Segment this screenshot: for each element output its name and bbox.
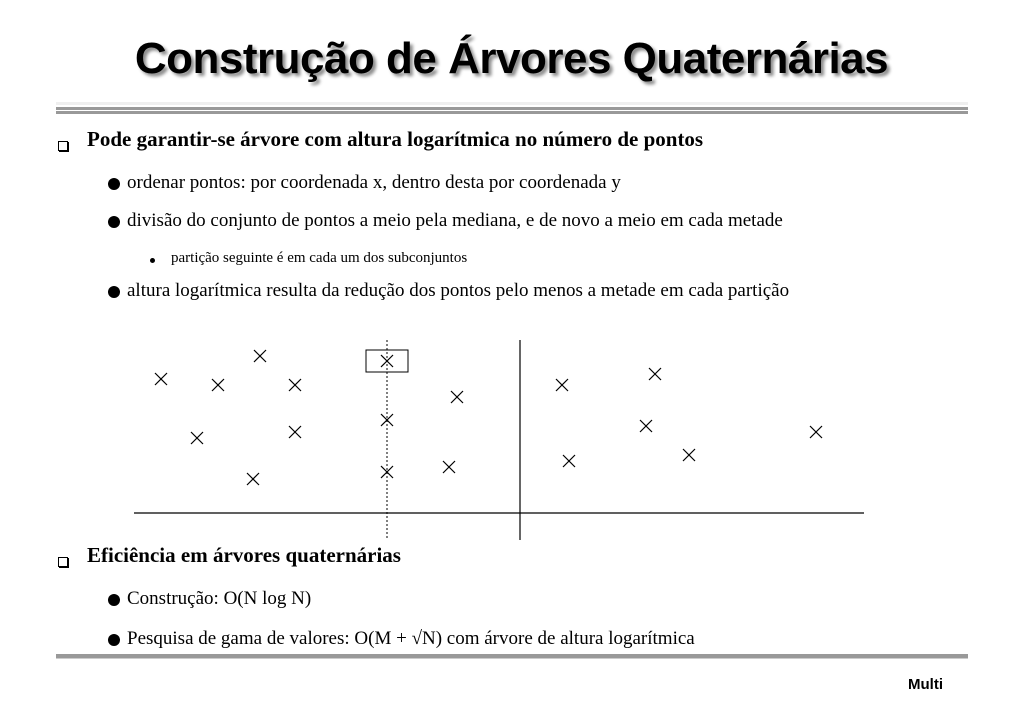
section1-bullet-2: divisão do conjunto de pontos a meio pela mediana, e de novo a meio em cada metade xyxy=(127,210,783,231)
section1-bullet-1: ordenar pontos: por coordenada x, dentro desta por coordenada y xyxy=(127,172,621,193)
point-marker xyxy=(563,455,575,467)
point-marker xyxy=(247,473,259,485)
point-marker xyxy=(443,461,455,473)
footer-label: Multi xyxy=(908,676,943,693)
section2-bullet-2: Pesquisa de gama de valores: O(M + √N) com árvore de altura logarítmica xyxy=(127,628,695,649)
section1-sub-bullet: partição seguinte é em cada um dos subconjuntos xyxy=(171,250,468,266)
slide-title: Construção de Árvores Quaternárias xyxy=(134,34,889,83)
point-marker xyxy=(649,368,661,380)
point-marker xyxy=(155,373,167,385)
section2-bullet-1: Construção: O(N log N) xyxy=(127,588,312,609)
section2-heading: Eficiência em árvores quaternárias xyxy=(87,543,401,567)
section1-heading: Pode garantir-se árvore com altura logarítmica no número de pontos xyxy=(87,127,704,151)
point-marker xyxy=(810,426,822,438)
point-marker xyxy=(556,379,568,391)
bullet-dot-icon xyxy=(108,594,120,606)
bullet-dot-icon xyxy=(108,634,120,646)
point-marker xyxy=(683,449,695,461)
square-bullet-icon xyxy=(58,557,68,567)
section1-bullet-3: altura logarítmica resulta da redução dos pontos pelo menos a metade em cada partição xyxy=(127,280,790,301)
point-marker xyxy=(191,432,203,444)
point-marker xyxy=(289,379,301,391)
point-marker xyxy=(451,391,463,403)
point-marker xyxy=(640,420,652,432)
footer-divider xyxy=(56,654,968,659)
point-marker xyxy=(254,350,266,362)
point-marker xyxy=(289,426,301,438)
point-marker xyxy=(212,379,224,391)
